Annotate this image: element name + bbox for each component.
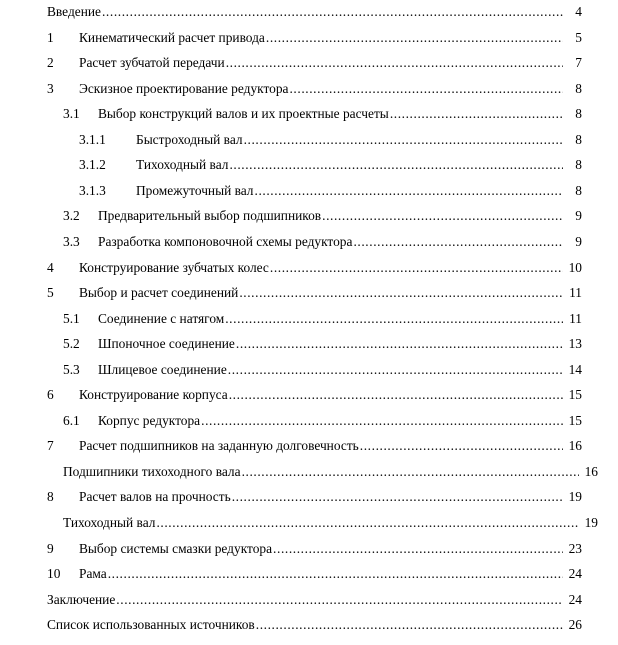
- toc-entry-page: 11: [569, 285, 582, 301]
- toc-entry-page: 23: [568, 540, 582, 556]
- toc-entry[interactable]: [47, 387, 582, 405]
- toc-entry-title[interactable]: Список использованных источников: [47, 617, 255, 633]
- toc-entry-number: 5.3: [63, 361, 80, 377]
- toc-entry-page: 13: [568, 336, 582, 352]
- toc-dot-leader: [353, 234, 563, 250]
- toc-dot-leader: [116, 592, 563, 608]
- toc-entry[interactable]: [47, 55, 582, 73]
- toc-entry-number: 3.1.1: [79, 131, 106, 147]
- toc-dot-leader: [228, 362, 563, 378]
- toc-dot-leader: [360, 438, 563, 454]
- toc-entry-number: 8: [47, 489, 54, 505]
- toc-dot-leader: [273, 541, 563, 557]
- toc-entry-title[interactable]: Соединение с натягом: [98, 310, 225, 326]
- toc-dot-leader: [244, 132, 563, 148]
- toc-entry-page: 15: [568, 387, 582, 403]
- toc-entry[interactable]: [47, 438, 582, 456]
- toc-dot-leader: [201, 413, 563, 429]
- toc-dot-leader: [226, 55, 563, 71]
- toc-entry-number: 4: [47, 259, 54, 275]
- toc-entry[interactable]: [47, 464, 598, 482]
- toc-entry-title[interactable]: Быстроходный вал: [136, 131, 243, 147]
- toc-entry-page: 8: [575, 80, 582, 96]
- toc-entry-title[interactable]: Конструирование зубчатых колес: [79, 259, 269, 275]
- toc-entry-number: 3.1: [63, 106, 80, 122]
- toc-entry-number: 6.1: [63, 412, 80, 428]
- toc-entry-title[interactable]: Введение: [47, 4, 101, 19]
- toc-entry-page: 7: [575, 55, 582, 71]
- toc-entry-page: 16: [568, 438, 582, 454]
- toc-entry[interactable]: [47, 311, 582, 329]
- toc-entry[interactable]: [47, 285, 582, 303]
- toc-dot-leader: [255, 183, 564, 199]
- toc-dot-leader: [156, 515, 579, 531]
- toc-entry[interactable]: [47, 617, 582, 635]
- toc-entry-title[interactable]: Промежуточный вал: [136, 182, 254, 198]
- toc-entry-title[interactable]: Конструирование корпуса: [79, 387, 228, 403]
- toc-entry-number: 7: [47, 438, 54, 454]
- toc-entry-page: 4: [575, 4, 582, 19]
- toc-entry-page: 9: [575, 208, 582, 224]
- toc-entry[interactable]: [47, 260, 582, 278]
- toc-entry-title[interactable]: Расчет зубчатой передачи: [79, 55, 225, 71]
- toc-entry-page: 8: [575, 182, 582, 198]
- toc-entry-number: 3.1.2: [79, 157, 106, 173]
- toc-entry-page: 24: [568, 566, 582, 582]
- toc-entry-page: 8: [575, 131, 582, 147]
- toc-entry-page: 8: [575, 106, 582, 122]
- toc-entry[interactable]: [47, 336, 582, 354]
- toc-entry-number: 5.1: [63, 310, 80, 326]
- toc-entry[interactable]: [47, 566, 582, 584]
- toc-dot-leader: [390, 106, 563, 122]
- toc-entry[interactable]: [47, 515, 598, 533]
- toc-entry-page: 11: [569, 310, 582, 326]
- toc-entry[interactable]: [47, 81, 582, 99]
- toc-dot-leader: [102, 4, 563, 20]
- toc-entry[interactable]: [47, 132, 582, 150]
- toc-entry-page: 19: [584, 515, 598, 530]
- toc-entry-page: 19: [568, 489, 582, 505]
- toc-entry-title[interactable]: Разработка компоновочной схемы редуктора: [98, 233, 353, 249]
- toc-entry-number: 2: [47, 55, 54, 71]
- toc-entry-number: 5.2: [63, 336, 80, 352]
- toc-entry[interactable]: [47, 157, 582, 175]
- toc-entry-number: 3.1.3: [79, 182, 106, 198]
- toc-entry-number: 5: [47, 285, 54, 301]
- toc-dot-leader: [266, 30, 563, 46]
- toc-entry-title[interactable]: Выбор и расчет соединений: [79, 285, 239, 301]
- toc-entry-title[interactable]: Тихоходный вал: [136, 157, 229, 173]
- toc-entry[interactable]: [47, 30, 582, 48]
- toc-dot-leader: [229, 387, 563, 403]
- toc-entry-title[interactable]: Выбор системы смазки редуктора: [79, 540, 273, 556]
- toc-entry[interactable]: [47, 106, 582, 124]
- toc-dot-leader: [289, 81, 563, 97]
- toc-entry-page: 10: [568, 259, 582, 275]
- toc-entry[interactable]: [47, 541, 582, 559]
- toc-entry-page: 26: [568, 617, 582, 633]
- toc-entry-number: 1: [47, 29, 54, 45]
- toc-entry-page: 16: [584, 463, 598, 479]
- toc-entry-title[interactable]: Расчет валов на прочность: [79, 489, 231, 505]
- toc-entry-title[interactable]: Кинематический расчет привода: [79, 29, 265, 45]
- toc-entry-title[interactable]: Шлицевое соединение: [98, 361, 227, 377]
- toc-dot-leader: [239, 285, 563, 301]
- toc-entry-number: 10: [47, 566, 61, 582]
- toc-dot-leader: [270, 260, 563, 276]
- toc-entry-page: 24: [568, 591, 582, 607]
- toc-dot-leader: [256, 617, 563, 633]
- toc-entry-title[interactable]: Заключение: [47, 591, 116, 607]
- toc-entry-page: 5: [575, 29, 582, 45]
- toc-entry-number: 3.3: [63, 233, 80, 249]
- toc-entry-title[interactable]: Рама: [79, 566, 107, 582]
- toc-entry[interactable]: [47, 413, 582, 431]
- toc-entry[interactable]: [47, 489, 582, 507]
- toc-entry-title[interactable]: Тихоходный вал: [63, 515, 156, 530]
- toc-entry-number: 3.2: [63, 208, 80, 224]
- toc-dot-leader: [232, 489, 563, 505]
- toc-entry-page: 8: [575, 157, 582, 173]
- toc-entry[interactable]: [47, 183, 582, 201]
- toc-entry-number: 6: [47, 387, 54, 403]
- toc-entry-title[interactable]: Эскизное проектирование редуктора: [79, 80, 289, 96]
- toc-dot-leader: [322, 208, 563, 224]
- toc-dot-leader: [242, 464, 579, 480]
- toc-dot-leader: [108, 566, 563, 582]
- toc-entry-title[interactable]: Предварительный выбор подшипников: [98, 208, 322, 224]
- toc-entry[interactable]: [47, 362, 582, 380]
- toc-entry-page: 14: [568, 361, 582, 377]
- toc-entry-title[interactable]: Шпоночное соединение: [98, 336, 235, 352]
- toc-entry[interactable]: [47, 592, 582, 610]
- toc-entry-page: 15: [568, 412, 582, 428]
- toc-entry[interactable]: [47, 4, 582, 22]
- toc-entry-number: 9: [47, 540, 54, 556]
- toc-entry-page: 9: [575, 233, 582, 249]
- toc-dot-leader: [236, 336, 563, 352]
- toc-entry[interactable]: [47, 234, 582, 252]
- toc-entry[interactable]: [47, 208, 582, 226]
- toc-entry-number: 3: [47, 80, 54, 96]
- toc-entry-title[interactable]: Корпус редуктора: [98, 412, 201, 428]
- toc-entry-title[interactable]: Подшипники тихоходного вала: [63, 463, 241, 479]
- toc-entry-title[interactable]: Расчет подшипников на заданную долговечность: [79, 438, 359, 454]
- toc-dot-leader: [225, 311, 563, 327]
- toc-dot-leader: [229, 157, 563, 173]
- toc-entry-title[interactable]: Выбор конструкций валов и их проектные расчеты: [98, 106, 389, 122]
